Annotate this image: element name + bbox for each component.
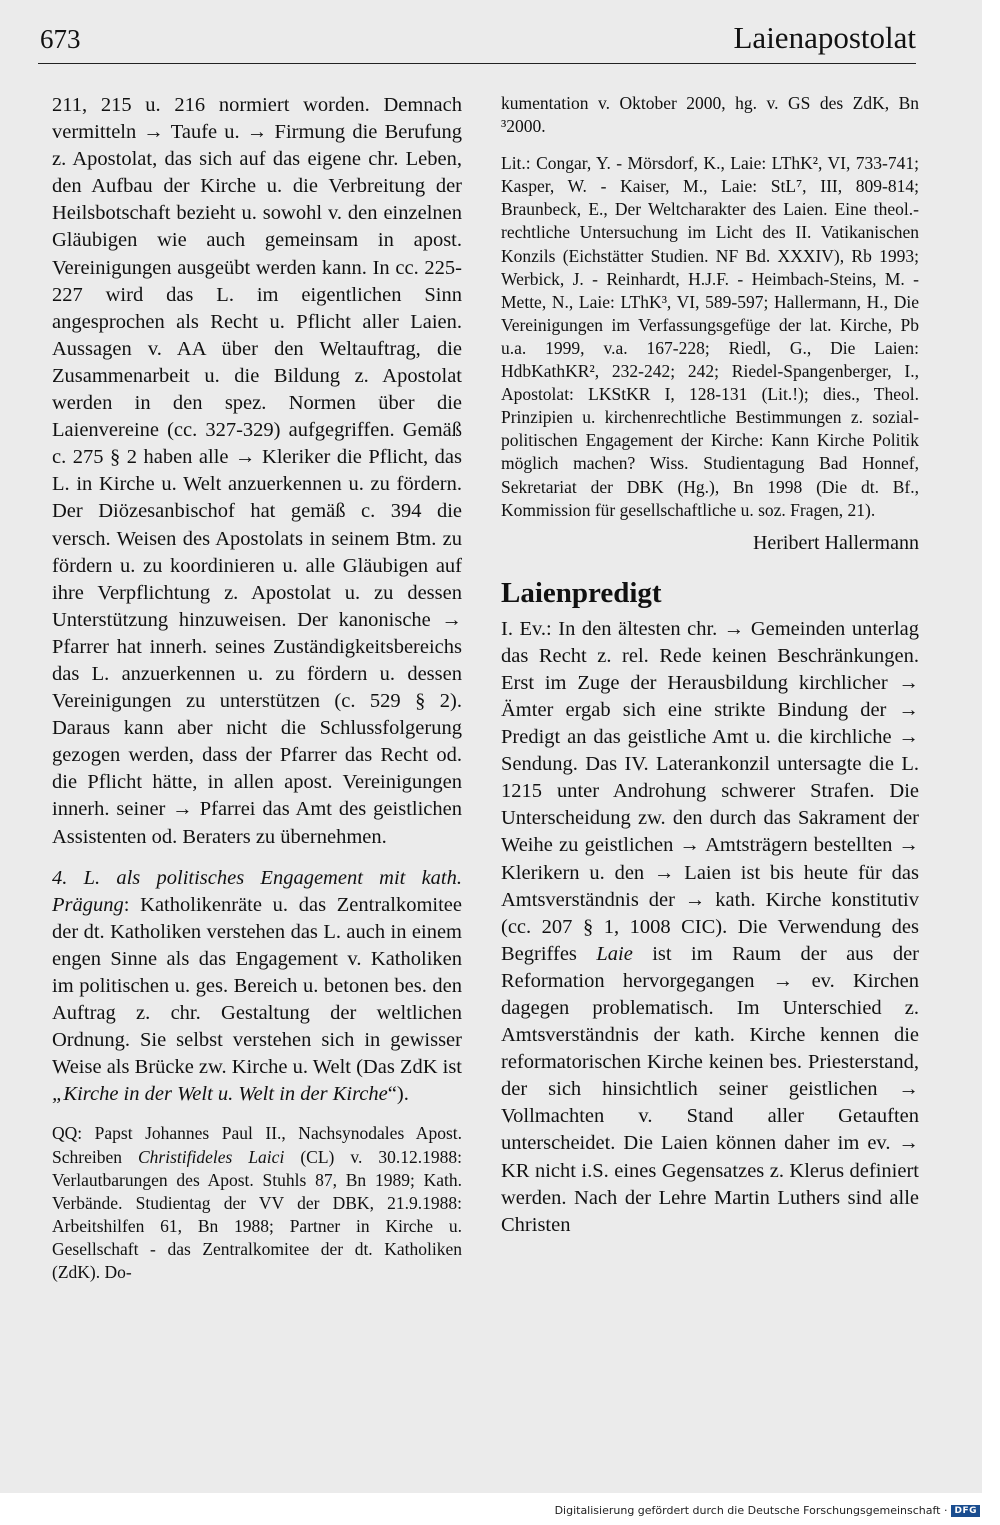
section-4-quote: „Kirche in der Welt u. Welt in der Kirche — [52, 1083, 388, 1106]
page-number: 673 — [40, 24, 81, 54]
section-4-heading: 4. L. als politisches Engagement mit kath. Prägung — [52, 866, 462, 916]
sources-text-a: QQ: Papst Johannes Paul II., Nachsynodales Apost. Schreiben — [52, 1123, 462, 1167]
sources-continuation: kumentation v. Oktober 2000, hg. v. GS des ZdK, Bn ³2000. — [501, 93, 919, 137]
sources-text-b: (CL) v. 30.12.1988: Verlautbarungen des Apost. Stuhls 87, Bn 1989; Kath. Verbände. Studientag der VV der DBK, 21.9.1988: Arbeitshilfen 61, Bn 1988; Partner in Kirche u. Gesellschaft - das Zentralkomitee der dt. Katholiken (ZdK). Do- — [52, 1146, 462, 1283]
laienpredigt-text-a: I. Ev.: In den ältesten chr. → Gemeinden unterlag das Recht z. rel. Rede keinen Beschränkungen. Erst im Zuge der Herausbildung kirchlicher → Ämter ergab sich eine strikte Bindung der → Predigt an das geistliche Amt u. die kirchliche → Sendung. Das IV. Laterankonzil untersagte die L. 1215 unter Androhung schwerer Strafen. Die Unterscheidung zw. den durch das Sakrament der Weihe zu geistlichen → Amtsträgern bestellten → Klerikern u. den → Laien ist bis heute für das Amtsverständnis der → kath. Kirche konstitutiv (cc. 207 § 1, 1008 CIC). Die Verwendung des Begriffes — [501, 617, 919, 965]
literature-paragraph: Lit.: Congar, Y. - Mörsdorf, K., Laie: LThK², VI, 733-741; Kasper, W. - Kaiser, M., Laie: StL⁷, III, 809-814; Braunbeck, E., Der Weltcharakter des Laien. Eine theol.-rechtliche Untersuchung im Licht des II. Vatikanischen Konzils (Eichstätter Studien. NF Bd. XXXIV), Rb 1993; Werbick, J. - Reinhardt, H.J.F. - Heimbach-Steins, M. - Mette, N., Laie: LThK³, VI, 589-597; Hallermann, H., Die Vereinigungen im Verfassungsgefüge der lat. Kirche, Pb u.a. 1999, v.a. 167-228; Riedl, G., Die Laien: HdbKathKR², 232-242; 242; Riedel-Spangenberger, I., Apostolat: LKStKR I, 128-131 (Lit.!); dies., Theol. Prinzipien u. kirchenrechtliche Bestimmungen z. sozial-politischen Engagement der Kirche: Kann Kirche Politik möglich machen? Wiss. Studientagung Bad Honnef, Sekretariat der DBK (Hg.), Bn 1998 (Die dt. Bf., Kommission für gesellschaftliche u. soz. Fragen, 21). — [501, 153, 919, 520]
laienpredigt-paragraph — [501, 616, 919, 1239]
section-4-paragraph — [52, 865, 462, 1109]
laienpredigt-text-b: ist im Raum der aus der Reformation hervorgegangen → ev. Kirchen dagegen problematisch. Im Unterschied z. Amtsverständnis der kath. Kirche kennen die reformatorischen Kirche keinen bes. Priesterstand, der sich hinsichtlich seiner geistlichen → Vollmachten v. Stand aller Getauften unterscheidet. Die Laien können daher im ev. → KR nicht i.S. eines Gegensatzes z. Klerus definiert werden. Nach der Lehre Martin Luthers sind alle Christen — [501, 942, 920, 1236]
running-title: Laienapostolat — [733, 20, 916, 55]
digitization-footer — [555, 1504, 980, 1517]
right-column — [501, 92, 919, 1239]
paragraph-apostolate-norms: 211, 215 u. 216 normiert worden. Demnach vermitteln → Taufe u. → Firmung die Berufung z. Apostolat, das sich auf das eigene chr. Leben, den Aufbau der Kirche u. die Verbreitung der Heilsbotschaft bezieht u. sowohl v. den einzelnen Gläubigen wie auch gemeinsam in apost. Vereinigungen ausgeübt werden kann. In cc. 225-227 wird das L. im eigentlichen Sinn angesprochen als Recht u. Pflicht aller Laien. Aussagen v. AA über den Weltauftrag, die Zusammenarbeit u. die Bildung z. Apostolat werden in den spez. Normen über die Laienvereine (cc. 327-329) aufgegriffen. Gemäß c. 275 § 2 haben alle → Kleriker die Pflicht, das L. in Kirche u. Welt anzuerkennen u. zu fördern. Der Diözesanbischof hat gemäß c. 394 die versch. Weisen des Apostolats in seinem Btm. zu fördern u. zu koordinieren u. alle Gläubigen auf ihre Verpflichtung z. Apostolat u. zu dessen Unterstützung hinzuweisen. Der kanonische → Pfarrer hat innerh. seines Zuständigkeitsbereichs das L. anzuerkennen u. zu fördern u. dessen Vereinigungen zu unterstützen (c. 529 § 2). Daraus kann aber nicht die Schlussfolgerung gezogen werden, dass der Pfarrer das Recht od. die Pflicht hätte, in allen apost. Vereinigungen innerh. seiner → Pfarrei das Amt des geistlichen Assistenten od. Beraters zu übernehmen. — [52, 94, 462, 848]
left-column — [52, 92, 462, 1284]
section-4-end: “). — [387, 1083, 409, 1106]
sources-title: Christifideles Laici — [138, 1146, 285, 1167]
header-rule — [38, 63, 916, 64]
footer-text: Digitalisierung gefördert durch die Deutsche Forschungsgemeinschaft · — [554, 1504, 948, 1517]
article-author: Heribert Hallermann — [752, 531, 919, 554]
dfg-logo: DFG — [951, 1505, 980, 1517]
entry-heading: Laienpredigt — [501, 576, 662, 609]
sources-paragraph — [52, 1122, 462, 1284]
section-4-text: : Katholikenräte u. das Zentralkomitee der dt. Katholiken verstehen das L. auch in einem engen Sinne als das Engagement v. Katholiken im politischen u. ges. Bereich u. betonen bes. den Auftrag z. chr. Gestaltung der weltlichen Ordnung. Sie selbst verstehen sich in gewisser Weise als Brücke zw. Kirche u. Welt (Das ZdK ist — [52, 893, 462, 1079]
laienpredigt-term: Laie — [596, 942, 633, 965]
